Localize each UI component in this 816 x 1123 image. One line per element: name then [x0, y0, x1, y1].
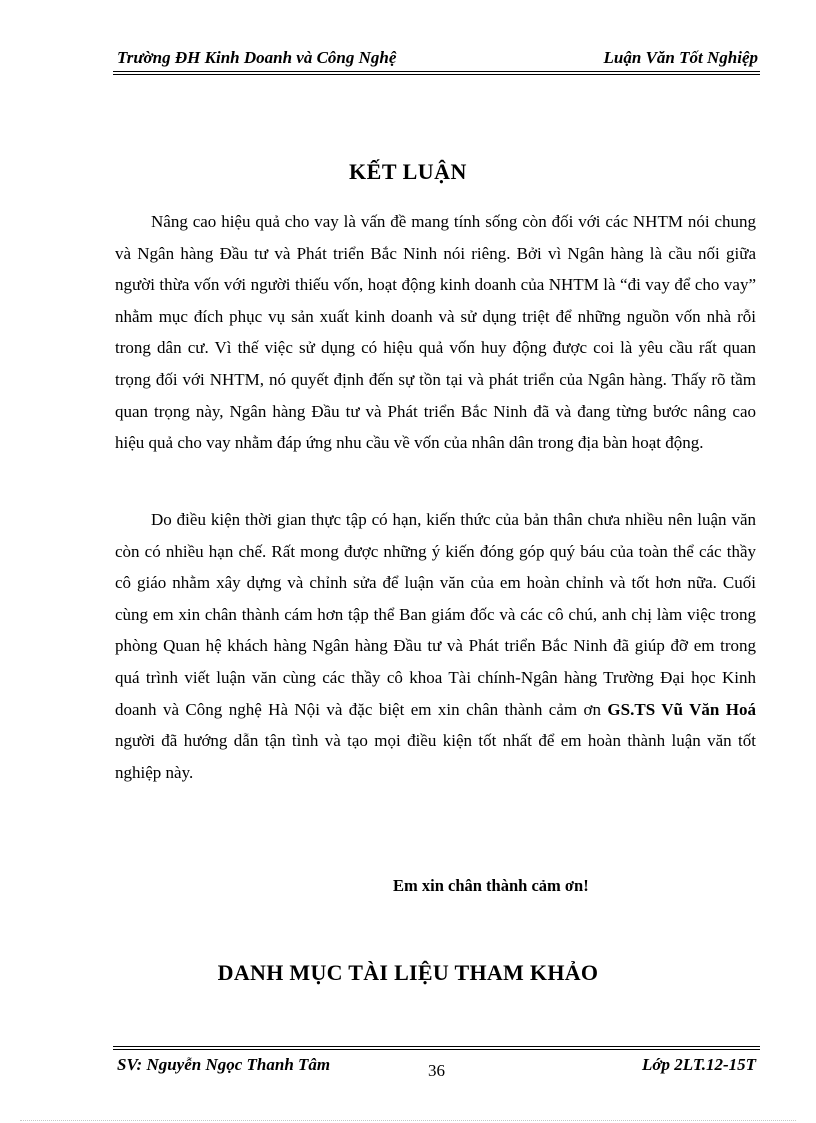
footer-rule-double	[113, 1049, 760, 1050]
page-number: 36	[428, 1061, 445, 1080]
footer-student-name: SV: Nguyễn Ngọc Thanh Tâm	[117, 1055, 331, 1074]
paragraph-2-text-end: người đã hướng dẫn tận tình và tạo mọi điều kiện tốt nhất để em hoàn thành luận văn tốt nghiệp này.	[115, 731, 756, 782]
header-rule	[113, 71, 760, 72]
thanks-line: Em xin chân thành cảm ơn!	[393, 876, 589, 895]
conclusion-paragraph-2	[115, 504, 756, 788]
footer-class: Lớp 2LT.12-15T	[642, 1055, 756, 1074]
conclusion-paragraph-1: Nâng cao hiệu quả cho vay là vấn đề mang tính sống còn đối với các NHTM nói chung và Ngân hàng Đầu tư và Phát triển Bắc Ninh nói riêng. Bởi vì Ngân hàng là cầu nối giữa người thừa vốn với người thiếu vốn, hoạt động kinh doanh của NHTM là “đi vay để cho vay” nhằm mục đích phục vụ sản xuất kinh doanh và sử dụng triệt để những nguồn vốn nhà rỗi trong dân cư. Vì thế việc sử dụng có hiệu quả vốn huy động được coi là yêu cầu rất quan trọng đối với NHTM, nó quyết định đến sự tồn tại và phát triển của Ngân hàng. Thấy rõ tầm quan trọng này, Ngân hàng Đầu tư và Phát triển Bắc Ninh đã và đang từng bước nâng cao hiệu quả cho vay nhằm đáp ứng nhu cầu về vốn của nhân dân trong địa bàn hoạt động.	[115, 212, 756, 453]
page-footer	[113, 1046, 760, 1086]
conclusion-paragraph-1-block	[115, 206, 756, 459]
page-edge-dotted-line	[20, 1120, 796, 1121]
footer-rule	[113, 1046, 760, 1047]
header-rule-double	[113, 74, 760, 75]
conclusion-title: KẾT LUẬN	[349, 159, 467, 184]
page-header	[113, 48, 760, 72]
paragraph-2-text: Do điều kiện thời gian thực tập có hạn, kiến thức của bản thân chưa nhiều nên luận văn còn có nhiều hạn chế. Rất mong được những ý kiến đóng góp quý báu của toàn thể các thầy cô giáo nhằm xây dựng và chỉnh sửa để luận văn của em hoàn chỉnh và tốt hơn nữa. Cuối cùng em xin chân thành cám hơn tập thể Ban giám đốc và các cô chú, anh chị làm việc trong phòng Quan hệ khách hàng Ngân hàng Đầu tư và Phát triển Bắc Ninh đã giúp đỡ em trong quá trình viết luận văn cùng các thầy cô khoa Tài chính-Ngân hàng Trường Đại học Kinh doanh và Công nghệ Hà Nội và đặc biệt em xin chân thành cảm ơn	[115, 510, 756, 719]
advisor-name: GS.TS Vũ Văn Hoá	[607, 699, 756, 719]
references-title: DANH MỤC TÀI LIỆU THAM KHẢO	[217, 960, 599, 985]
conclusion-paragraph-2-block	[115, 504, 756, 788]
header-document-type: Luận Văn Tốt Nghiệp	[603, 48, 758, 67]
header-university: Trường ĐH Kinh Doanh và Công Nghệ	[117, 48, 397, 67]
